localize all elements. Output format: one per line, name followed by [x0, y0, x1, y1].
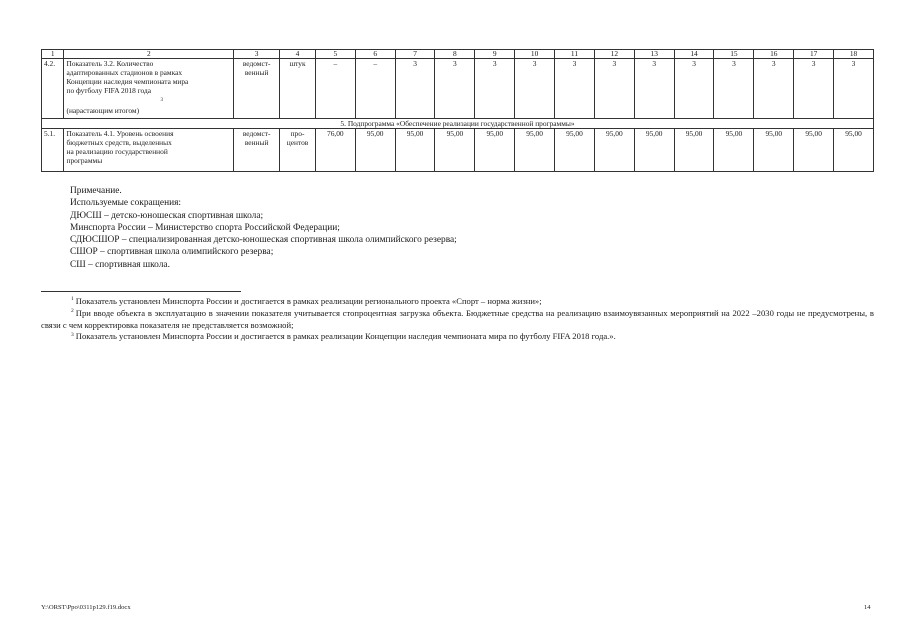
header-cell: 1: [42, 50, 64, 59]
value-cell: 3: [794, 59, 834, 119]
notes-intro: Используемые сокращения:: [70, 198, 182, 209]
header-cell: 14: [674, 50, 714, 59]
value-cell: 3: [834, 59, 874, 119]
indicator-source: ведомст- венный: [234, 59, 280, 119]
indicator-name: Показатель 3.2. Количество адаптированных стадионов в рамках Концепции наследия чемпионата мира по футболу FIFA 2018 года $^3$ (нарастающим итогом): [64, 59, 234, 119]
header-cell: 6: [355, 50, 395, 59]
value-cell: 3: [515, 59, 555, 119]
footnote-mark: 2: [71, 307, 74, 314]
value-cell: 95,00: [395, 129, 435, 172]
value-cell: 3: [435, 59, 475, 119]
header-cell: 4: [280, 50, 316, 59]
value-cell: 95,00: [674, 129, 714, 172]
value-cell: 95,00: [714, 129, 754, 172]
header-cell: 5: [315, 50, 355, 59]
table-header-row: [42, 50, 874, 59]
footnote-text: При вводе объекта в эксплуатацию в значении показателя учитывается стопроцентная загрузка объекта. Бюджетные средства на реализацию взаимоувязанных мероприятий на 2022 –2030 годы не предусмотрены, в связи с чем корректировка показателя не представляется возможной;: [41, 307, 874, 330]
indicators-table: [41, 49, 874, 172]
header-cell: 13: [634, 50, 674, 59]
header-cell: 16: [754, 50, 794, 59]
value-cell: 95,00: [794, 129, 834, 172]
value-cell: –: [315, 59, 355, 119]
header-cell: 3: [234, 50, 280, 59]
file-path: Y:\ORST\Ppo\0311p129.f19.docx: [41, 604, 131, 611]
header-cell: 11: [555, 50, 595, 59]
subprogram-row: [42, 119, 874, 129]
value-cell: 95,00: [555, 129, 595, 172]
header-cell: 2: [64, 50, 234, 59]
header-cell: 7: [395, 50, 435, 59]
header-cell: 18: [834, 50, 874, 59]
notes-block: [70, 185, 457, 271]
value-cell: 95,00: [435, 129, 475, 172]
header-cell: 12: [594, 50, 634, 59]
footnote-mark: 3: [71, 331, 74, 338]
value-cell: 95,00: [634, 129, 674, 172]
footnote: [41, 308, 874, 332]
value-cell: –: [355, 59, 395, 119]
value-cell: 3: [634, 59, 674, 119]
value-cell: 76,00: [315, 129, 355, 172]
value-cell: 95,00: [355, 129, 395, 172]
footnote: [41, 296, 874, 308]
value-cell: 3: [475, 59, 515, 119]
value-cell: 3: [674, 59, 714, 119]
header-cell: 15: [714, 50, 754, 59]
footnote-text: Показатель установлен Минспорта России и достигается в рамках реализации Концепции наследия чемпионата мира по футболу FIFA 2018 года.».: [75, 331, 616, 342]
note-item: ДЮСШ – детско-юношеская спортивная школа;: [70, 210, 264, 221]
value-cell: 95,00: [475, 129, 515, 172]
footnote-text: Показатель установлен Минспорта России и достигается в рамках реализации регионального проекта «Спорт – норма жизни»;: [75, 296, 542, 306]
footnote: [41, 331, 874, 343]
footnote-separator: [41, 291, 241, 292]
subprogram-title: 5. Подпрограмма «Обеспечение реализации государственной программы»: [42, 119, 874, 129]
page-number: 14: [864, 604, 871, 611]
indicator-name: Показатель 4.1. Уровень освоения бюджетных средств, выделенных на реализацию государственной программы: [64, 129, 234, 172]
notes-title: Примечание.: [70, 186, 122, 196]
value-cell: 95,00: [515, 129, 555, 172]
row-number: 4.2.: [42, 59, 64, 119]
note-item: СШ – спортивная школа.: [70, 259, 170, 270]
note-item: СДЮСШОР – специализированная детско-юношеская спортивная школа олимпийского резерва;: [70, 235, 457, 246]
value-cell: 95,00: [594, 129, 634, 172]
table-row: [42, 129, 874, 172]
header-cell: 17: [794, 50, 834, 59]
indicator-source: ведомст- венный: [234, 129, 280, 172]
header-cell: 9: [475, 50, 515, 59]
value-cell: 3: [594, 59, 634, 119]
note-item: СШОР – спортивная школа олимпийского резерва;: [70, 247, 274, 258]
footnotes-block: [41, 296, 874, 343]
value-cell: 95,00: [834, 129, 874, 172]
table-row: [42, 59, 874, 119]
header-cell: 10: [515, 50, 555, 59]
value-cell: 3: [555, 59, 595, 119]
value-cell: 3: [395, 59, 435, 119]
footnote-mark: 1: [71, 296, 74, 303]
value-cell: 3: [754, 59, 794, 119]
header-cell: 8: [435, 50, 475, 59]
value-cell: 3: [714, 59, 754, 119]
indicator-unit: про- центов: [280, 129, 316, 172]
note-item: Минспорта России – Министерство спорта Российской Федерации;: [70, 222, 340, 233]
row-number: 5.1.: [42, 129, 64, 172]
value-cell: 95,00: [754, 129, 794, 172]
indicator-unit: штук: [280, 59, 316, 119]
